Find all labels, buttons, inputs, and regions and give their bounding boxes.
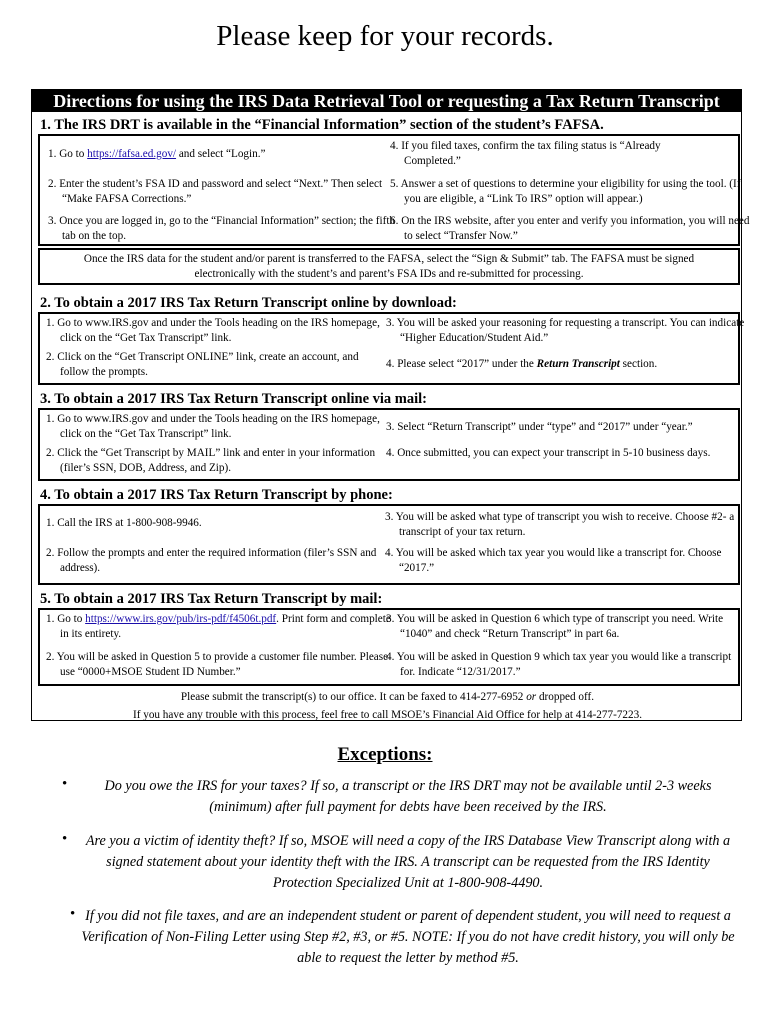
sec2-step1: 1. Go to www.IRS.gov and under the Tools heading on the IRS homepage, click on the “Get Tax Transcript” link. [46, 317, 380, 344]
sec1-note: Once the IRS data for the student and/or parent is transferred to the FAFSA, select the “Sign & Submit” tab. The FAFSA must be signed electronically with the student’s and parent’s FSA IDs and re-submitted for processing. [83, 253, 695, 280]
sec3-step3: 3. Select “Return Transcript” under “type” and “2017” under “year.” [386, 421, 693, 433]
section2-heading: 2. To obtain a 2017 IRS Tax Return Transcript online by download: [40, 295, 457, 311]
sec1-step2: 2. Enter the student’s FSA ID and password and select “Next.” Then select “Make FAFSA Corrections.” [48, 178, 383, 205]
sec4-step1: 1. Call the IRS at 1-800-908-9946. [46, 517, 202, 529]
section3-heading: 3. To obtain a 2017 IRS Tax Return Transcript online via mail: [40, 391, 428, 407]
sec1-step4: 4. If you filed taxes, confirm the tax filing status is “Already Completed.” [390, 140, 661, 167]
sec4-step4: 4. You will be asked which tax year you would like a transcript for. Choose “2017.” [385, 547, 722, 574]
footer-line1 [40, 690, 735, 705]
sec1-step1-pre: 1. Go to [48, 148, 88, 160]
exception-3: If you did not file taxes, and are an independent student or parent of dependent student, you will need to request a Verification of Non-Filing Letter using Step #2, #3, or #5. NOTE: If you do not have credit history, you will only be able to request the letter by method #5. [81, 908, 735, 966]
sec3-step1: 1. Go to www.IRS.gov and under the Tools heading on the IRS homepage, click on the “Get Tax Transcript” link. [46, 413, 380, 440]
section5-heading: 5. To obtain a 2017 IRS Tax Return Transcript by mail: [40, 591, 383, 607]
sec5-step1-post: . Print form and complete in its entirety. [60, 613, 391, 640]
footer-line2: If you have any trouble with this process, feel free to call MSOE’s Financial Aid Office for help at 414-277-7223. [132, 709, 642, 721]
bullet-icon: • [62, 831, 68, 847]
return-transcript-em: Return Transcript [536, 358, 620, 370]
sec4-step2: 2. Follow the prompts and enter the required information (filer’s SSN and address). [46, 547, 377, 574]
sec1-step1-post: and select “Login.” [176, 148, 266, 160]
exceptions-title: Exceptions: [337, 744, 433, 765]
sec2-step4-post: section. [619, 358, 658, 370]
sec1-step6: 6. On the IRS website, after you enter and verify you information, you will need to select “Transfer Now.” [390, 215, 750, 242]
footer-or: or [526, 691, 537, 703]
sec1-step1 [48, 147, 378, 162]
sec1-step3: 3. Once you are logged in, go to the “Financial Information” section; the fifth tab on the top. [48, 215, 396, 242]
sec3-step2: 2. Click the “Get Transcript by MAIL” link and enter in your information (filer’s SSN, DOB, Address, and Zip). [46, 447, 376, 474]
footer-line1-pre: Please submit the transcript(s) to our office. It can be faxed to 414-277-6952 [180, 691, 527, 703]
sec4-step3: 3. You will be asked what type of transcript you wish to receive. Choose #2- a transcript of your tax return. [385, 511, 735, 538]
section1-heading: 1. The IRS DRT is available in the “Financial Information” section of the student’s FAFSA. [40, 117, 604, 133]
sec2-step3: 3. You will be asked your reasoning for requesting a transcript. You can indicate “Higher Education/Student Aid.” [386, 317, 745, 344]
sec5-step2: 2. You will be asked in Question 5 to provide a customer file number. Please use “0000+MSOE Student ID Number.” [46, 651, 389, 678]
sec5-step4: 4. You will be asked in Question 9 which tax year you would like a transcript for. Indicate “12/31/2017.” [386, 651, 732, 678]
footer-line1-post: dropped off. [536, 691, 595, 703]
bullet-icon: • [62, 776, 68, 792]
exception-2: Are you a victim of identity theft? If so, MSOE will need a copy of the IRS Database View Transcript along with a signed statement about your identity theft with the IRS. A transcript can be requested from the IRS Identity Protection Specialized Unit at 1-800-908-4490. [85, 833, 731, 891]
sec5-step3: 3. You will be asked in Question 6 which type of transcript you need. Write “1040” and check “Return Transcript” in part 6a. [386, 613, 724, 640]
sec3-step4: 4. Once submitted, you can expect your transcript in 5-10 business days. [386, 447, 711, 459]
page-title: Please keep for your records. [216, 20, 554, 52]
sec5-step1 [46, 612, 396, 642]
sec2-step2: 2. Click on the “Get Transcript ONLINE” link, create an account, and follow the prompts. [46, 351, 359, 378]
form-4506t-link[interactable]: https://www.irs.gov/pub/irs-pdf/f4506t.pdf [85, 613, 277, 625]
fafsa-link[interactable]: https://fafsa.ed.gov/ [87, 148, 177, 160]
sec2-step4-pre: 4. Please select “2017” under the [386, 358, 537, 370]
directions-banner: Directions for using the IRS Data Retrieval Tool or requesting a Tax Return Transcript [32, 90, 741, 112]
sec2-step4 [386, 357, 736, 372]
sec5-step1-pre: 1. Go to [46, 613, 86, 625]
exception-1: Do you owe the IRS for your taxes? If so, a transcript or the IRS DRT may not be available until 2-3 weeks (minimum) after full payment for debts have been received by the IRS. [104, 778, 712, 815]
section4-heading: 4. To obtain a 2017 IRS Tax Return Transcript by phone: [40, 487, 393, 503]
sec1-step5: 5. Answer a set of questions to determine your eligibility for using the tool. (If you are eligible, a “Link To IRS” option will appear.) [390, 178, 741, 205]
bullet-icon: • [70, 906, 76, 922]
